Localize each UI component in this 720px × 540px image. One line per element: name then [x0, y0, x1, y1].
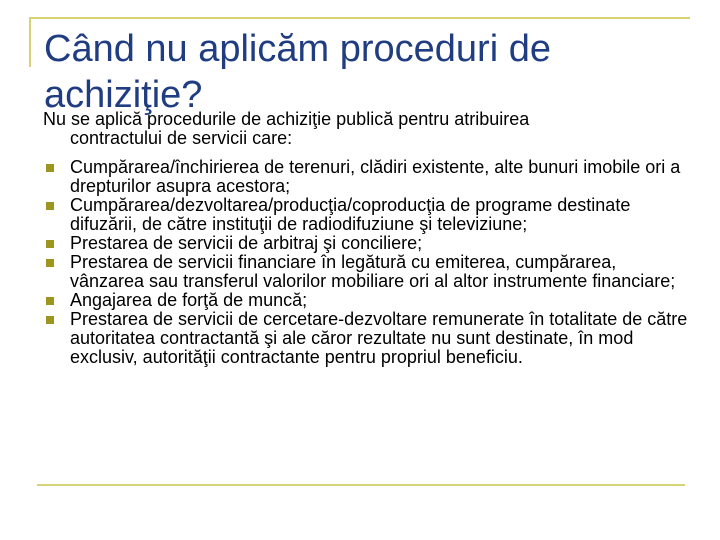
square-bullet-icon [46, 240, 54, 248]
frame-bottom-rule [37, 484, 685, 486]
slide-intro [43, 110, 683, 148]
bullet-item [43, 196, 688, 234]
square-bullet-icon [46, 259, 54, 267]
square-bullet-icon [46, 202, 54, 210]
bullet-item [43, 158, 688, 196]
bullet-text: Angajarea de forţă de muncă; [70, 290, 308, 310]
bullet-text: Cumpărarea/închirierea de terenuri, clădiri existente, alte bunuri imobile ori a drepturilor asupra acestora; [70, 157, 681, 196]
slide-title: Când nu aplicăm proceduri de achiziţie? [44, 28, 551, 116]
bullet-item [43, 291, 688, 310]
bullet-item [43, 234, 688, 253]
bullet-text: Cumpărarea/dezvoltarea/producţia/coproducţia de programe destinate difuzării, de către instituţii de radiodifuziune şi televiziune; [70, 195, 631, 234]
square-bullet-icon [46, 316, 54, 324]
bullet-item [43, 253, 688, 291]
square-bullet-icon [46, 164, 54, 172]
bullet-text: Prestarea de servicii financiare în legătură cu emiterea, cumpărarea, vânzarea sau transferul valorilor mobiliare ori al altor instrumente financiare; [70, 252, 676, 291]
frame-left-rule [29, 17, 31, 67]
bullet-text: Prestarea de servicii de cercetare-dezvoltare remunerate în totalitate de către autoritatea contractantă şi ale căror rezultate nu sunt destinate, în mod exclusiv, autorităţii contractante pentru propriul beneficiu. [70, 309, 688, 367]
bullet-list [43, 158, 688, 367]
square-bullet-icon [46, 297, 54, 305]
bullet-item [43, 310, 688, 367]
intro-line-1: Nu se aplică procedurile de achiziţie publică pentru atribuirea [43, 109, 530, 129]
frame-top-rule [29, 17, 690, 19]
bullet-text: Prestarea de servicii de arbitraj şi conciliere; [70, 233, 423, 253]
intro-line-2: contractului de servicii care: [70, 128, 293, 148]
